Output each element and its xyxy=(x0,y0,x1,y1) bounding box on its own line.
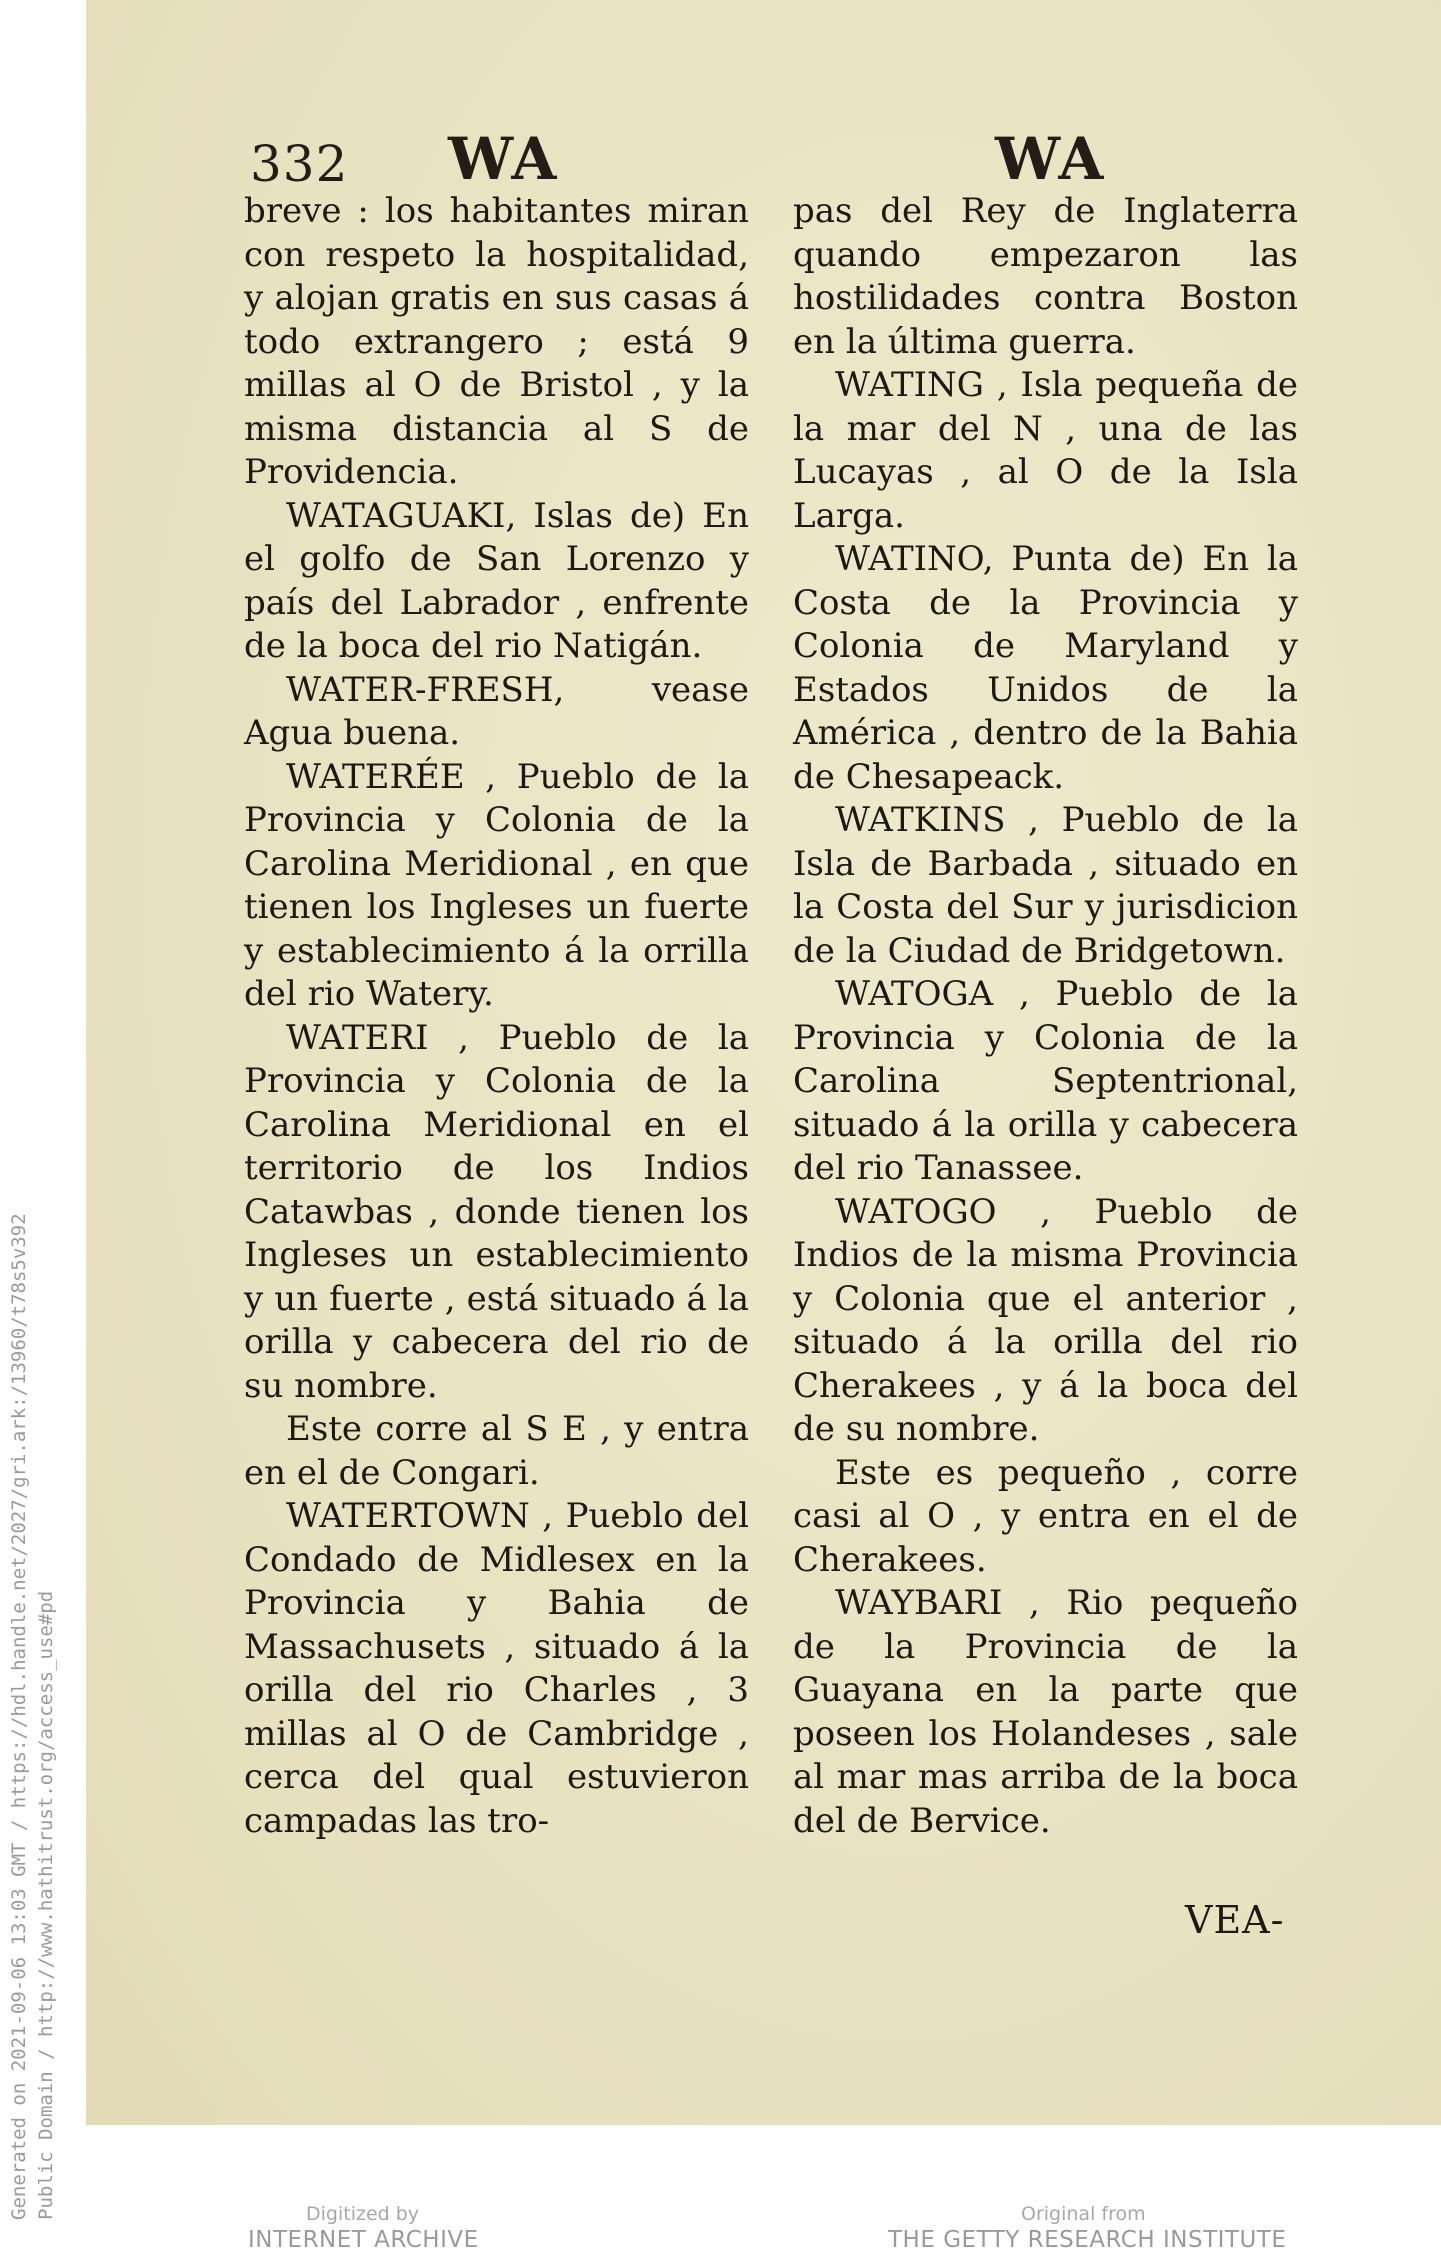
entry-paragraph: Este corre al S E , y entra en el de Congari. xyxy=(244,1409,749,1493)
hathitrust-stamp xyxy=(6,1100,60,2220)
entry-water-fresh: WATER-FRESH, vease Agua buena. xyxy=(244,669,749,753)
entry-watogo: WATOGO , Pueblo de Indios de la misma Provincia y Colonia que el anterior , situado á la orilla del rio Cherakees , y á la boca del de su nombre. xyxy=(793,1191,1298,1449)
entry-watoga: WATOGA , Pueblo de la Provincia y Colonia de la Carolina Septentrional, situado á la orilla y cabecera del rio Tanassee. xyxy=(793,974,1298,1188)
entry-watertown: WATERTOWN , Pueblo del Condado de Midlesex en la Provincia y Bahia de Massachusets , situado á la orilla del rio Charles , 3 millas al O de Cambridge , cerca del qual estuvieron campadas las tro- xyxy=(244,1496,749,1841)
running-head-right: WA xyxy=(995,125,1106,193)
page-number: 332 xyxy=(250,135,349,193)
entry-paragraph: pas del Rey de Inglaterra quando empezaron las hostilidades contra Boston en la última guerra. xyxy=(793,191,1298,362)
entry-watkins: WATKINS , Pueblo de la Isla de Barbada , situado en la Costa del Sur y jurisdicion de la Ciudad de Bridgetown. xyxy=(793,800,1298,971)
public-domain-line: Public Domain / http://www.hathitrust.org/access_use#pd xyxy=(35,1590,57,2220)
generated-line: Generated on 2021-09-06 13:03 GMT / https://hdl.handle.net/2027/gri.ark:/13960/t78s5v392 xyxy=(8,1213,30,2220)
entry-wataguaki: WATAGUAKI, Islas de) En el golfo de San Lorenzo y país del Labrador , enfrente de la boca del rio Natigán. xyxy=(244,495,749,666)
entry-paragraph: Este es pequeño , corre casi al O , y entra en el de Cherakees. xyxy=(793,1452,1298,1580)
digitized-by-label: Digitized by xyxy=(306,2203,420,2225)
entry-wateree: WATERÉE , Pueblo de la Provincia y Colonia de la Carolina Meridional , en que tienen los Ingleses un fuerte y establecimiento á la orrilla del rio Watery. xyxy=(244,756,749,1014)
catchword: VEA- xyxy=(1185,1898,1285,1942)
entry-waybari: WAYBARI , Rio pequeño de la Provincia de la Guayana en la parte que poseen los Holandeses , sale al mar mas arriba de la boca del de Bervice. xyxy=(793,1583,1298,1841)
getty-institute-name: THE GETTY RESEARCH INSTITUTE xyxy=(888,2227,1287,2253)
original-from-label: Original from xyxy=(1021,2203,1146,2225)
internet-archive-name: INTERNET ARCHIVE xyxy=(248,2227,479,2253)
left-column xyxy=(244,190,749,1843)
running-head-left: WA xyxy=(448,125,559,193)
entry-wating: WATING , Isla pequeña de la mar del N , una de las Lucayas , al O de la Isla Larga. xyxy=(793,365,1298,536)
entry-watino: WATINO, Punta de) En la Costa de la Provincia y Colonia de Maryland y Estados Unidos de la América , dentro de la Bahia de Chesapeack. xyxy=(793,539,1298,797)
entry-wateri: WATERI , Pueblo de la Provincia y Colonia de la Carolina Meridional en el territorio de los Indios Catawbas , donde tienen los Ingleses un establecimiento y un fuerte , está situado á la orilla y cabecera del rio de su nombre. xyxy=(244,1017,749,1406)
entry-paragraph: breve : los habitantes miran con respeto la hospitalidad, y alojan gratis en sus casas á todo extrangero ; está 9 millas al O de Bristol , y la misma distancia al S de Providencia. xyxy=(244,191,749,492)
right-column xyxy=(793,190,1298,1843)
